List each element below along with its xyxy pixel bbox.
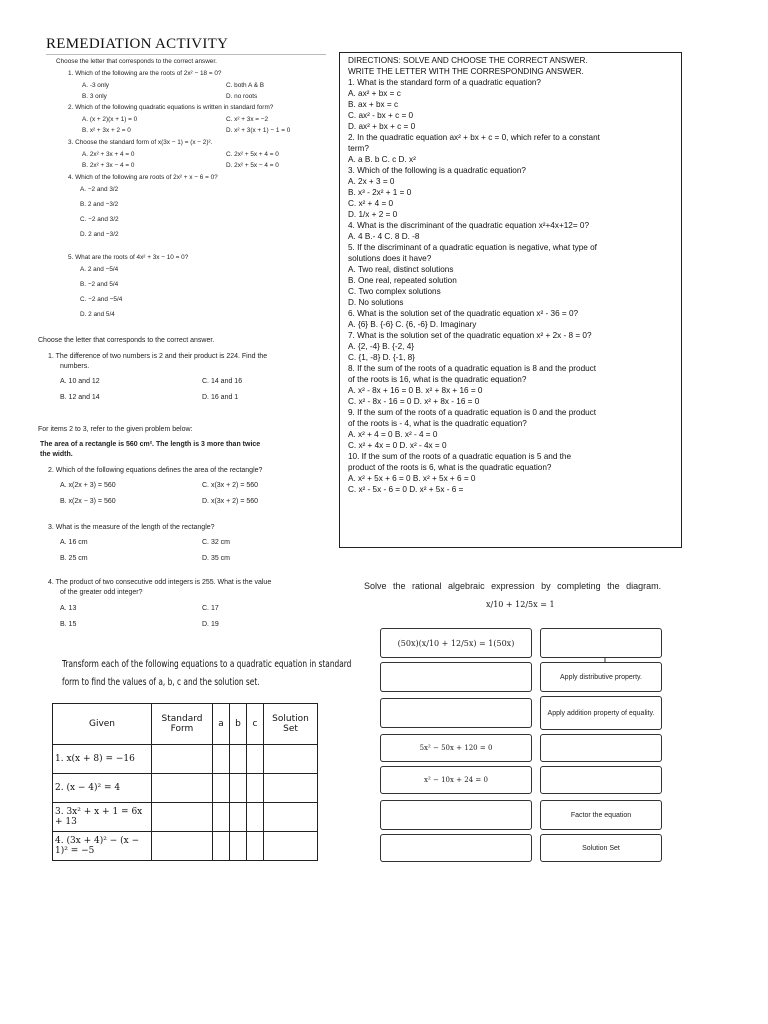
lt-q1: 1. Which of the following are the roots of 2x² − 18 = 0? [68,70,222,77]
header-a: a [213,704,230,745]
directions-line: A. 2x + 3 = 0 [348,177,395,186]
directions-line: 7. What is the solution set of the quadratic equation x² + 2x - 8 = 0? [348,331,592,340]
directions-line: C. x² + 4x = 0 D. x² - 4x = 0 [348,441,447,450]
left-top-instruction: Choose the letter that corresponds to the correct answer. [56,58,217,65]
lt-q2-c: C. x² + 3x = −2 [226,116,269,123]
lm-problem-1: The area of a rectangle is 560 cm². The length is 3 more than twice [40,441,261,448]
directions-line: B. ax + bx = c [348,100,399,109]
lt-q2-b: B. x² + 3x + 2 = 0 [82,127,131,134]
lm-problem-2: the width. [40,451,73,458]
lm-q2: 2. Which of the following equations defines the area of the rectangle? [48,467,263,474]
diagram-right-1: Apply distributive property. [540,662,662,692]
lm-q3: 3. What is the measure of the length of the rectangle? [48,524,215,531]
lt-q5: 5. What are the roots of 4x² + 3x − 10 = 0? [68,254,189,261]
directions-line: A. ax² + bx = c [348,89,401,98]
table-title-2: form to find the values of a, b, c and the solution set. [62,677,260,688]
lt-q5-b: B. −2 and 5/4 [80,281,119,288]
answer-cell[interactable] [152,774,213,803]
lt-q4-b: B. 2 and −3/2 [80,201,119,208]
directions-line: 3. Which of the following is a quadratic equation? [348,166,526,175]
directions-line: product of the roots is 6, what is the quadratic equation? [348,463,552,472]
directions-line: 10. If the sum of the roots of a quadratic equation is 5 and the [348,452,572,461]
lt-q1-d: D. no roots [226,93,258,100]
table-row [53,832,318,861]
page-title: REMEDIATION ACTIVITY [46,36,229,52]
title-rule [46,54,326,55]
directions-line: C. x² - 5x - 6 = 0 D. x² + 5x - 6 = [348,485,464,494]
lt-q5-d: D. 2 and 5/4 [80,311,115,318]
directions-line: C. ax² - bx + c = 0 [348,111,414,120]
answer-cell[interactable] [247,803,264,832]
lm-q2-c: C. x(3x + 2) = 560 [202,482,259,489]
header-b: b [230,704,247,745]
lm-q1-cont: numbers. [60,363,90,370]
header-given: Given [53,704,152,745]
lt-q2: 2. Which of the following quadratic equations is written in standard form? [68,104,274,111]
answer-cell[interactable] [213,832,230,861]
answer-cell[interactable] [152,832,213,861]
equations-table [52,703,318,861]
answer-cell[interactable] [152,803,213,832]
answer-cell[interactable] [247,774,264,803]
answer-cell[interactable] [230,803,247,832]
directions-line: 9. If the sum of the roots of a quadratic equation is 0 and the product [348,408,597,417]
answer-cell[interactable] [264,774,318,803]
lt-q1-c: C. both A & B [226,82,265,89]
lm-q1: 1. The difference of two numbers is 2 and their product is 224. Find the [48,353,268,360]
lm-q4-cont: of the greater odd integer? [60,589,143,596]
table-row [53,774,318,803]
lm-q4: 4. The product of two consecutive odd integers is 255. What is the value [48,579,272,586]
answer-cell[interactable] [230,832,247,861]
lm-q1-d: D. 16 and 1 [202,394,239,401]
answer-cell[interactable] [264,745,318,774]
lm-q1-b: B. 12 and 14 [60,394,100,401]
answer-cell[interactable] [213,745,230,774]
answer-cell[interactable] [264,803,318,832]
directions-line: 5. If the discriminant of a quadratic equation is negative, what type of [348,243,597,252]
diagram-step-1: (50x)(x/10 + 12/5x) = 1(50x) [380,628,532,658]
directions-line: 4. What is the discriminant of the quadratic equation x²+4x+12= 0? [348,221,589,230]
directions-line: of the roots is - 4, what is the quadratic equation? [348,419,527,428]
diagram-right-4: Solution Set [540,834,662,862]
lm-q4-b: B. 15 [60,621,77,628]
diagram-arrows [370,620,680,870]
diagram-right-3: Factor the equation [540,800,662,830]
lt-q4: 4. Which of the following are roots of 2x² + x − 6 = 0? [68,174,218,181]
lt-q1-b: B. 3 only [82,93,107,100]
directions-line: A. 4 B.- 4 C. 8 D. -8 [348,232,420,241]
directions-line: C. x² + 4 = 0 [348,199,394,208]
lm-q3-a: A. 16 cm [60,539,88,546]
answer-cell[interactable] [152,745,213,774]
lt-q3-d: D. 2x² + 5x − 4 = 0 [226,162,279,169]
directions-line: A. {2, -4} B. {-2, 4} [348,342,414,351]
directions-line: term? [348,144,369,153]
table-row [53,803,318,832]
directions-line: C. Two complex solutions [348,287,441,296]
answer-cell[interactable] [213,803,230,832]
header-solution-set: Solution Set [264,704,318,745]
directions-line: 6. What is the solution set of the quadratic equation x² - 36 = 0? [348,309,579,318]
directions-line: A. x² - 8x + 16 = 0 B. x² + 8x + 16 = 0 [348,386,483,395]
directions-line: solutions does it have? [348,254,432,263]
left-mid-instruction: Choose the letter that corresponds to the correct answer. [38,337,215,344]
lm-q1-a: A. 10 and 12 [60,378,100,385]
diagram-right-2: Apply addition property of equality. [540,696,662,730]
directions-line: A. x² + 4 = 0 B. x² - 4 = 0 [348,430,438,439]
directions-line: WRITE THE LETTER WITH THE CORRESPONDING ANSWER. [348,67,584,76]
lm-note: For items 2 to 3, refer to the given problem below: [38,426,193,433]
answer-cell[interactable] [264,832,318,861]
table-title-1: Transform each of the following equations to a quadratic equation in standard [62,659,352,670]
lm-q3-d: D. 35 cm [202,555,231,562]
answer-cell[interactable] [230,745,247,774]
lt-q3-c: C. 2x² + 5x + 4 = 0 [226,151,279,158]
answer-cell[interactable] [230,774,247,803]
directions-line: C. {1, -8} D. {-1, 8} [348,353,415,362]
header-c: c [247,704,264,745]
lm-q4-c: C. 17 [202,605,219,612]
lm-q3-c: C. 32 cm [202,539,231,546]
lt-q3-b: B. 2x² + 3x − 4 = 0 [82,162,135,169]
header-standard-form: Standard Form [152,704,213,745]
lm-q2-a: A. x(2x + 3) = 560 [60,482,116,489]
lt-q2-a: A. (x + 2)(x + 1) = 0 [82,116,138,123]
diagram-left-3: 5x² − 50x + 120 = 0 [380,734,532,762]
diagram-left-4: x² − 10x + 24 = 0 [380,766,532,794]
lm-q2-d: D. x(3x + 2) = 560 [202,498,259,505]
directions-line: A. x² + 5x + 6 = 0 B. x² + 5x + 6 = 0 [348,474,476,483]
lm-q2-b: B. x(2x − 3) = 560 [60,498,116,505]
given-cell: 4. (3x + 4)² − (x − 1)² = −5 [53,832,152,861]
lt-q3-a: A. 2x² + 3x + 4 = 0 [82,151,135,158]
lt-q4-a: A. −2 and 3/2 [80,186,119,193]
table-row [53,745,318,774]
directions-line: A. a B. b C. c D. x² [348,155,416,164]
directions-line: of the roots is 16, what is the quadratic equation? [348,375,527,384]
answer-cell[interactable] [213,774,230,803]
lt-q4-d: D. 2 and −3/2 [80,231,119,238]
directions-line: B. One real, repeated solution [348,276,457,285]
lm-q3-b: B. 25 cm [60,555,88,562]
given-cell: 3. 3x² + x + 1 = 6x + 13 [53,803,152,832]
directions-line: B. x³ - 2x² + 1 = 0 [348,188,412,197]
directions-line: C. x² - 8x - 16 = 0 D. x² + 8x - 16 = 0 [348,397,480,406]
lt-q2-d: D. x² + 3(x + 1) − 1 = 0 [226,127,291,134]
lt-q4-c: C. −2 and 3/2 [80,216,119,223]
directions-line: DIRECTIONS: SOLVE AND CHOOSE THE CORRECT ANSWER. [348,56,588,65]
given-cell: 1. x(x + 8) = −16 [53,745,152,774]
lt-q5-a: A. 2 and −5/4 [80,266,119,273]
directions-line: 1. What is the standard form of a quadratic equation? [348,78,541,87]
lt-q3: 3. Choose the standard form of x(3x − 1) = (x − 2)². [68,139,213,146]
directions-line: 2. In the quadratic equation ax² + bx + c = 0, which refer to a constant [348,133,600,142]
directions-line: D. No solutions [348,298,404,307]
lm-q1-c: C. 14 and 16 [202,378,243,385]
lt-q5-c: C. −2 and −5/4 [80,296,123,303]
directions-line: A. Two real, distinct solutions [348,265,454,274]
diagram-equation: x/10 + 12/5x = 1 [486,600,555,609]
directions-line: 8. If the sum of the roots of a quadratic equation is 8 and the product [348,364,597,373]
lt-q1-a: A. -3 only [82,82,109,89]
directions-line: D. ax² + bx + c = 0 [348,122,416,131]
lm-q4-a: A. 13 [60,605,77,612]
directions-line: A. {6} B. {-6} C. {6, -6} D. Imaginary [348,320,477,329]
lm-q4-d: D. 19 [202,621,219,628]
given-cell: 2. (x − 4)² = 4 [53,774,152,803]
directions-line: D. 1/x + 2 = 0 [348,210,398,219]
diagram-title: Solve the rational algebraic expression by completing the diagram. [364,581,662,591]
answer-cell[interactable] [247,832,264,861]
answer-cell[interactable] [247,745,264,774]
